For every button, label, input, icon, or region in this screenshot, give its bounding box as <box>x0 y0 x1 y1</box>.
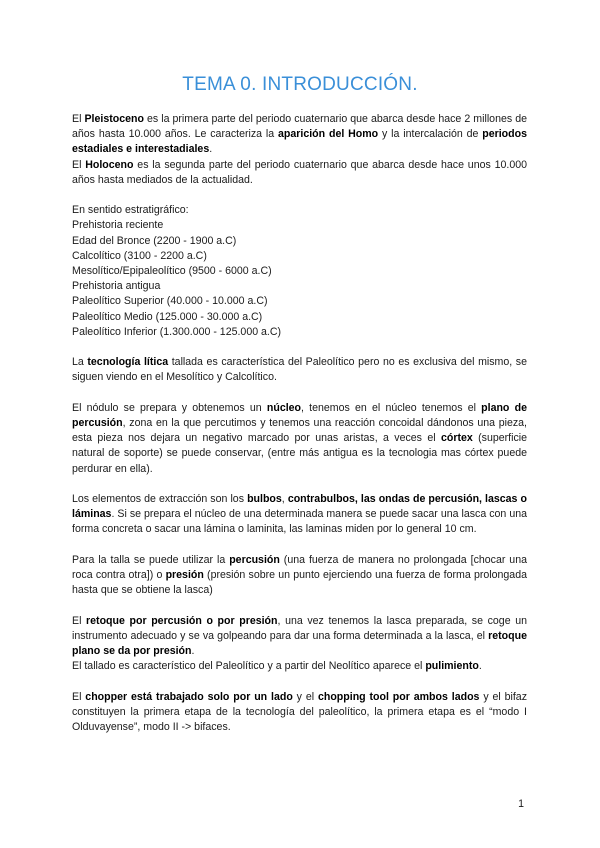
paragraph-retoque: El retoque por percusión o por presión, una vez tenemos la lasca preparada, se coge un instrumento adecuado y se va golpeando para dar una forma determinada a la lasca, el retoque plano se da por presión. <box>72 614 527 658</box>
document-title: TEMA 0. INTRODUCCIÓN. <box>182 74 418 95</box>
paragraph-talla: Para la talla se puede utilizar la percusión (una fuerza de manera no prolongada [chocar una roca contra otra]) o presión (presión sobre un punto ejerciendo una fuerza de forma prolongada hasta que se obtiene la lasca) <box>72 553 527 597</box>
list-item: Edad del Bronce (2200 - 1900 a.C) <box>72 234 237 247</box>
chronology-list <box>72 203 527 340</box>
paragraph-elementos-extraccion: Los elementos de extracción son los bulbos, contrabulbos, las ondas de percusión, lascas o láminas. Si se prepara el núcleo de una determinada manera se puede sacar una lasca con una forma concreta o sacar una lámina o laminita, las laminas miden por lo general 10 cm. <box>72 493 527 536</box>
document-body <box>72 112 527 750</box>
list-item: Paleolítico Medio (125.000 - 30.000 a.C) <box>72 310 263 323</box>
page-number: 1 <box>518 798 524 810</box>
paragraph-chopper: El chopper está trabajado solo por un lado y el chopping tool por ambos lados y el bifaz constituyen la primera etapa de la tecnología del paleolítico, la primera etapa es el “modo I Olduvayense”, modo II -> bifaces. <box>72 690 527 734</box>
list-item: Paleolítico Superior (40.000 - 10.000 a.C) <box>72 295 268 308</box>
list-item: Prehistoria antigua <box>72 280 161 293</box>
paragraph-holoceno: El Holoceno es la segunda parte del periodo cuaternario que abarca desde hace unos 10.000 años hasta mediados de la actualidad. <box>72 158 527 186</box>
list-item: Mesolítico/Epipaleolítico (9500 - 6000 a.C) <box>72 265 272 278</box>
paragraph-nucleo: El nódulo se prepara y obtenemos un núcleo, tenemos en el núcleo tenemos el plano de percusión, zona en la que percutimos y tenemos una reacción concoidal dándonos una pieza, esta pieza nos dejara un negativo marcado por unas aristas, a veces el córtex (superficie natural de soporte) se puede conservar, (entre más antigua es la tecnologia mas córtex puede perdurar en ella). <box>72 401 528 475</box>
list-item: Prehistoria reciente <box>72 219 164 232</box>
paragraph-pulimiento: El tallado es característico del Paleolítico y a partir del Neolítico aparece el pulimiento. <box>72 660 482 673</box>
list-item: En sentido estratigráfico: <box>72 204 189 217</box>
paragraph-pleistoceno: El Pleistoceno es la primera parte del periodo cuaternario que abarca desde hace 2 millones de años hasta 10.000 años. Le caracteriza la aparición del Homo y la intercalación de periodos estadiales e interestadiales. <box>72 113 527 156</box>
list-item: Calcolítico (3100 - 2200 a.C) <box>72 249 207 262</box>
list-item: Paleolítico Inferior (1.300.000 - 125.000 a.C) <box>72 325 282 338</box>
paragraph-tecnologia-litica: La tecnología lítica tallada es característica del Paleolítico pero no es exclusiva del mismo, se siguen viendo en el Mesolítico y Calcolítico. <box>72 356 527 384</box>
